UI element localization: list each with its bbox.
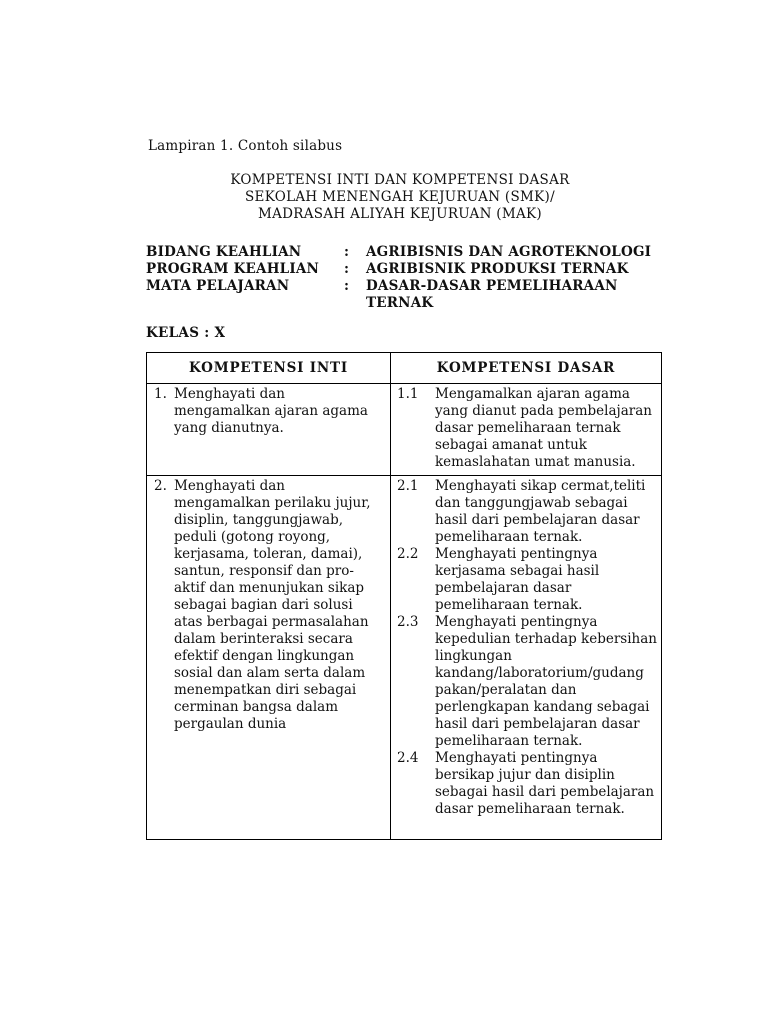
- kd-item: [397, 386, 657, 471]
- document-heading: [148, 172, 652, 223]
- kd-item: [397, 614, 657, 750]
- meta-value: AGRIBISNIK PRODUKSI TERNAK: [366, 261, 629, 277]
- meta-value: DASAR-DASAR PEMELIHARAAN TERNAK: [366, 278, 618, 311]
- kd-text: Menghayati sikap cermat,teliti dan tanggungjawab sebagai hasil dari pembelajaran dasar pemeliharaan ternak.: [435, 478, 646, 545]
- competency-table: [146, 352, 662, 840]
- meta-row-mapel: [146, 278, 666, 312]
- meta-colon: :: [344, 244, 350, 260]
- kd-item: [397, 750, 657, 818]
- meta-row-bidang: [146, 244, 666, 261]
- ki-text: Menghayati dan mengamalkan perilaku jujur, disiplin, tanggungjawab, peduli (gotong royong, kerjasama, toleran, damai), santun, responsif dan pro-aktif dan menunjukan sikap sebagai bagian dari solusi atas berbagai permasalahan dalam berinteraksi secara efektif dengan lingkungan sosial dan alam serta dalam menempatkan diri sebagai cerminan bangsa dalam pergaulan dunia: [174, 478, 371, 732]
- ki-cell: [147, 476, 391, 840]
- kd-number: 2.3: [397, 614, 419, 630]
- kd-text: Menghayati pentingnya kerjasama sebagai hasil pembelajaran dasar pemeliharaan ternak.: [435, 546, 600, 613]
- table-row: [147, 476, 662, 840]
- header-kompetensi-inti: KOMPETENSI INTI: [147, 353, 391, 384]
- heading-line-2: SEKOLAH MENENGAH KEJURUAN (SMK)/: [245, 189, 555, 205]
- header-kompetensi-dasar: KOMPETENSI DASAR: [391, 353, 662, 384]
- kd-cell: [391, 476, 662, 840]
- kd-number: 2.1: [397, 478, 419, 494]
- heading-line-1: KOMPETENSI INTI DAN KOMPETENSI DASAR: [230, 172, 570, 188]
- meta-value: AGRIBISNIS DAN AGROTEKNOLOGI: [366, 244, 652, 260]
- meta-label: PROGRAM KEAHLIAN: [146, 261, 320, 277]
- kd-text: Menghayati pentingnya kepedulian terhadap kebersihan lingkungan kandang/laboratorium/gudang pakan/peralatan dan perlengkapan kandang sebagai hasil dari pembelajaran dasar pemeliharaan ternak.: [435, 614, 657, 749]
- ki-number: 1.: [154, 386, 167, 402]
- subject-info: [146, 244, 666, 312]
- meta-label: BIDANG KEAHLIAN: [146, 244, 302, 260]
- table-header-row: [147, 353, 662, 384]
- kd-item: [397, 546, 657, 614]
- kd-number: 2.4: [397, 750, 419, 766]
- appendix-label: Lampiran 1. Contoh silabus: [148, 138, 343, 154]
- table-row: [147, 384, 662, 476]
- kd-number: 1.1: [397, 386, 419, 402]
- meta-colon: :: [344, 261, 350, 277]
- kd-cell: [391, 384, 662, 476]
- ki-number: 2.: [154, 478, 167, 494]
- heading-line-3: MADRASAH ALIYAH KEJURUAN (MAK): [258, 206, 542, 222]
- class-label: KELAS : X: [146, 325, 226, 341]
- meta-colon: :: [344, 278, 350, 294]
- kd-item: [397, 478, 657, 546]
- meta-label: MATA PELAJARAN: [146, 278, 290, 294]
- kd-text: Mengamalkan ajaran agama yang dianut pada pembelajaran dasar pemeliharaan ternak sebagai amanat untuk kemaslahatan umat manusia.: [435, 386, 652, 470]
- kd-number: 2.2: [397, 546, 419, 562]
- meta-row-program: [146, 261, 666, 278]
- ki-cell: [147, 384, 391, 476]
- kd-text: Menghayati pentingnya bersikap jujur dan disiplin sebagai hasil dari pembelajaran dasar pemeliharaan ternak.: [435, 750, 655, 817]
- ki-text: Menghayati dan mengamalkan ajaran agama yang dianutnya.: [174, 386, 368, 436]
